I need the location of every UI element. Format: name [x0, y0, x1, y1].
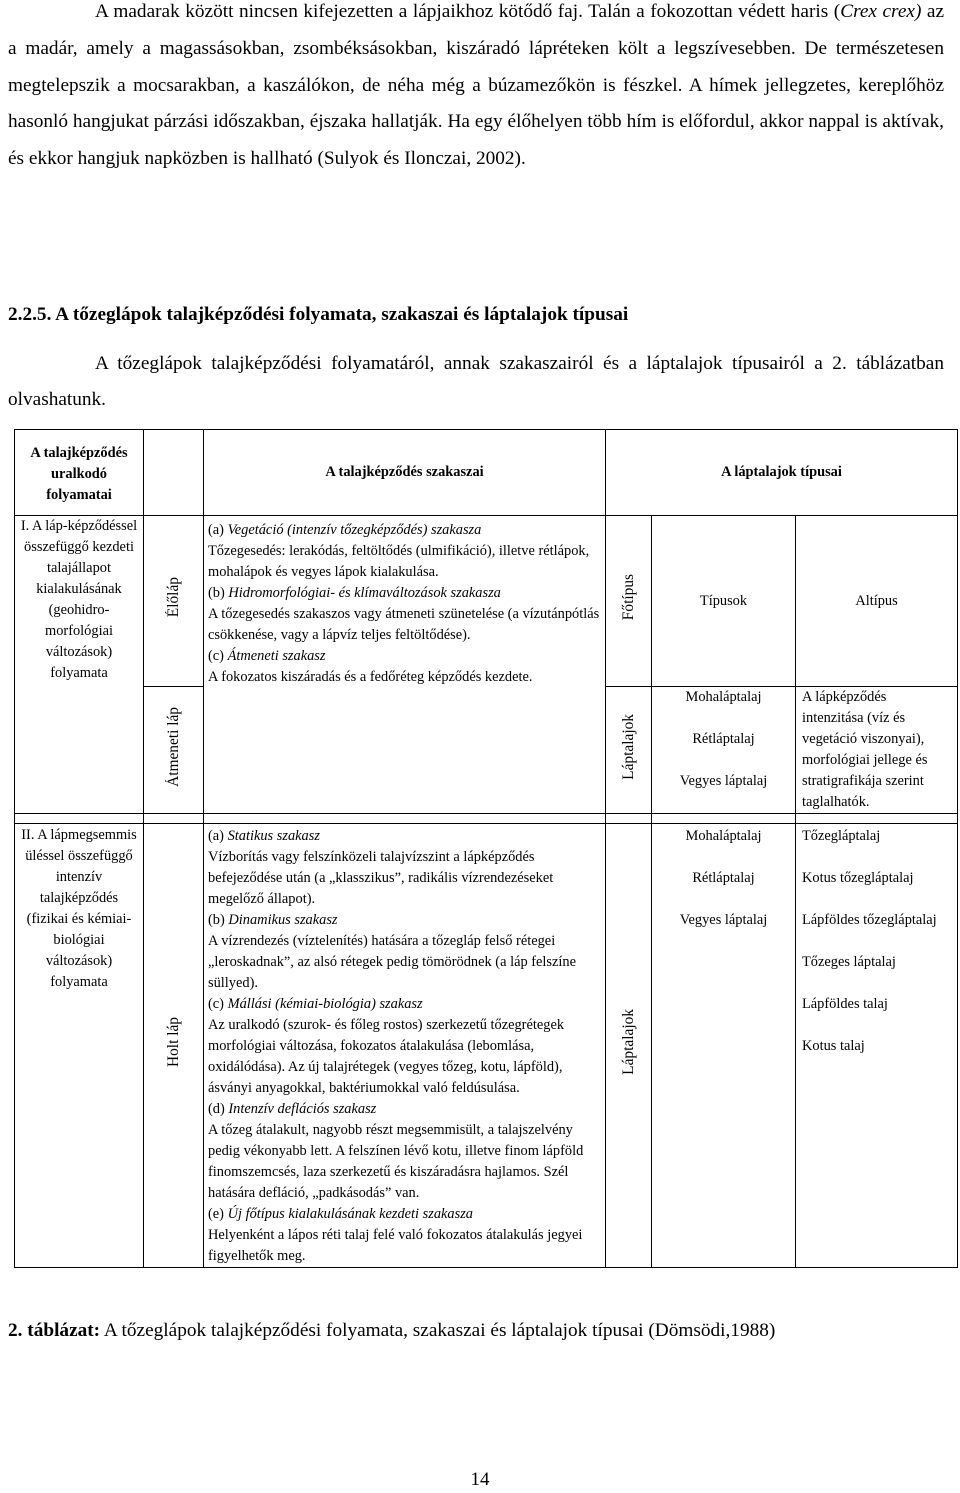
- table-row: [15, 516, 958, 687]
- stage-b: [208, 583, 601, 604]
- header-processes: A talajképződés uralkodó folyamatai: [15, 430, 144, 516]
- page-number: 14: [470, 1469, 490, 1490]
- subtype-item: Lápföldes tőzegláptalaj: [802, 912, 937, 928]
- stage-d-title: Intenzív deflációs szakasz: [228, 1101, 377, 1117]
- stage-c-title: Mállási (kémiai-biológia) szakasz: [227, 996, 423, 1012]
- laptalajok-cell-2: [606, 824, 652, 1268]
- stage-d-label: (d): [208, 1101, 229, 1117]
- stage-d-text: A tőzeg átalakult, nagyobb részt megsemmisült, a talajszelvény pedig vékonyabb lett. A felszínen lévő kotu, illetve finom lápföld finomszemcsés, laza szerkezetű és kiszáradásra hajlamos. Szél hatására defláció, „padkásodás” van.: [208, 1122, 584, 1201]
- stage-a-text: Tőzegesedés: lerakódás, feltöltődés (ulmifikáció), illetve rétlápok, mohalápok és vegyes lápok kialakulása.: [208, 543, 590, 580]
- process-1: I. A láp-képződéssel összefüggő kezdeti talajállapot kialakulásának (geohidro-morfológiai változások) folyamata: [15, 516, 144, 814]
- stage-c: [208, 994, 601, 1015]
- section-heading: 2.2.5. A tőzeglápok talajképződési folyamata, szakaszai és láptalajok típusai: [8, 304, 629, 325]
- atmeneti-label: Átmeneti láp: [164, 706, 182, 787]
- stage-c-text: A fokozatos kiszáradás és a fedőréteg képződés kezdete.: [208, 669, 533, 685]
- eloelap-label: Élőláp: [164, 577, 182, 618]
- stage-a-label: (a): [208, 522, 228, 538]
- intro-paragraph: [8, 0, 944, 178]
- spacer: [796, 814, 958, 824]
- laptalajok-cell-1: [606, 687, 652, 814]
- table-caption: [8, 1311, 944, 1351]
- spacer: [144, 814, 204, 824]
- type-item: Mohaláptalaj: [685, 689, 762, 705]
- holtlap-label: Holt láp: [164, 1016, 182, 1067]
- stage-d: [208, 1099, 601, 1120]
- fotipus-label: Főtípus: [619, 574, 637, 621]
- stage-b-title: Hidromorfológiai- és klímaváltozások szakasza: [228, 585, 501, 601]
- subtype-item: Kotus tőzegláptalaj: [802, 870, 914, 886]
- tipusok-header: Típusok: [652, 516, 796, 687]
- header-stages: A talajképződés szakaszai: [204, 430, 606, 516]
- stage-b-text: A tőzegesedés szakaszos vagy átmeneti szünetelése (a vízutánpótlás csökkenése, vagy a lápvíz teljes feltöltődése).: [208, 606, 600, 643]
- table-row: [15, 824, 958, 1268]
- subtype-item: Tőzeges láptalaj: [802, 954, 896, 970]
- subtype-1: A lápképződés intenzitása (víz és vegetáció viszonyai), morfológiai jellege és stratigrafikája szerint taglalhatók.: [796, 687, 958, 814]
- type-item: Rétláptalaj: [692, 731, 755, 747]
- stage-c-title: Átmeneti szakasz: [227, 648, 326, 664]
- vert-label-holtlap: [144, 824, 204, 1268]
- altipus-header: Altípus: [796, 516, 958, 687]
- subtypes-2: [796, 824, 958, 1268]
- type-item: Vegyes láptalaj: [679, 773, 768, 789]
- section-intro: [8, 346, 944, 418]
- laptalajok-label-2: Láptalajok: [619, 1009, 637, 1075]
- stage-a: [208, 520, 601, 541]
- spacer: [652, 814, 796, 824]
- species-name: Crex crex): [840, 1, 922, 22]
- stage-e-title: Új főtípus kialakulásának kezdeti szakasza: [227, 1206, 473, 1222]
- vert-label-eloelap: [144, 516, 204, 687]
- stage-a-title: Vegetáció (intenzív tőzegképződés) szakasza: [227, 522, 482, 538]
- stage-c: [208, 646, 601, 667]
- stage-c-label: (c): [208, 648, 228, 664]
- fotipus-cell: [606, 516, 652, 687]
- subtype-item: Lápföldes talaj: [802, 996, 888, 1012]
- table-header-row: [15, 430, 958, 516]
- stage-b-title: Dinamikus szakasz: [228, 912, 338, 928]
- stage-b-label: (b): [208, 912, 229, 928]
- stage-e: [208, 1204, 601, 1225]
- vert-label-atmeneti: [144, 687, 204, 814]
- stage-a-title: Statikus szakasz: [227, 828, 320, 844]
- spacer: [606, 814, 652, 824]
- laptalajok-label-1: Láptalajok: [619, 713, 637, 780]
- type-item: Rétláptalaj: [692, 870, 755, 886]
- subtype-item: Kotus talaj: [802, 1038, 865, 1054]
- process-2: II. A lápmegsemmis üléssel összefüggő intenzív talajképződés (fizikai és kémiai-biológiai változások) folyamata: [15, 824, 144, 1268]
- caption-label: 2. táblázat:: [8, 1320, 101, 1341]
- intro-text-2: az a madár, amely a magassásokban, zsombéksásokban, kiszáradó lápréteken költ a legszívesebben. De természetesen megtelepszik a mocsarakban, a kaszálókon, de néha még a búzamezőkön is fészkel. A hímek jellegzetes, kereplőhöz hasonló hangjukat párzási időszakban, éjszaka hallatják. Ha egy élőhelyen több hím is előfordul, akkor nappal is aktívak, és ekkor hangjuk napközben is hallható (Sulyok és Ilonczai, 2002).: [8, 1, 945, 170]
- stage-c-text: Az uralkodó (szurok- és főleg rostos) szerkezetű tőzegrétegek morfológiai változása, fokozatos átalakulása (lebomlása, oxidálódása). Az új talajrétegek (vegyes tőzeg, kotu, lápföld), ásványi anyagokkal, baktériumokkal való feldúsulása.: [208, 1017, 565, 1096]
- type-item: Mohaláptalaj: [685, 828, 762, 844]
- stages-2: [204, 824, 606, 1268]
- stages-1: [204, 516, 606, 814]
- intro-text-1: A madarak között nincsen kifejezetten a lápjaikhoz kötődő faj. Talán a fokozottan védett haris (: [95, 1, 841, 22]
- stage-a: [208, 826, 601, 847]
- stage-a-label: (a): [208, 828, 228, 844]
- spacer: [15, 814, 144, 824]
- types-2: [652, 824, 796, 1268]
- spacer: [204, 814, 606, 824]
- stage-b: [208, 910, 601, 931]
- type-item: Vegyes láptalaj: [679, 912, 768, 928]
- table-spacer-row: [15, 814, 958, 824]
- stage-e-label: (e): [208, 1206, 228, 1222]
- header-empty: [144, 430, 204, 516]
- stage-e-text: Helyenként a lápos réti talaj felé való fokozatos átalakulás jegyei figyelhetők meg.: [208, 1227, 583, 1264]
- stage-c-label: (c): [208, 996, 228, 1012]
- stage-b-label: (b): [208, 585, 229, 601]
- subtype-item: Tőzegláptalaj: [802, 828, 881, 844]
- types-1: [652, 687, 796, 814]
- soil-formation-table: [14, 429, 958, 1268]
- stage-a-text: Vízborítás vagy felszínközeli talajvízszint a lápképződés befejeződése után (a „klasszikus”, radikális vízrendezéseket megelőző állapot).: [208, 849, 554, 907]
- stage-b-text: A vízrendezés (víztelenítés) hatására a tőzegláp felső rétegei „leroskadnak”, az alsó rétegek pedig tömörödnek (a láp felszíne süllyed).: [208, 933, 577, 991]
- caption-text: A tőzeglápok talajképződési folyamata, szakaszai és láptalajok típusai (Dömsödi,1988): [100, 1320, 776, 1341]
- section-intro-text: A tőzeglápok talajképződési folyamatáról, annak szakaszairól és a láptalajok típusairól a 2. táblázatban olvashatunk.: [8, 353, 944, 410]
- header-soil-types: A láptalajok típusai: [606, 430, 958, 516]
